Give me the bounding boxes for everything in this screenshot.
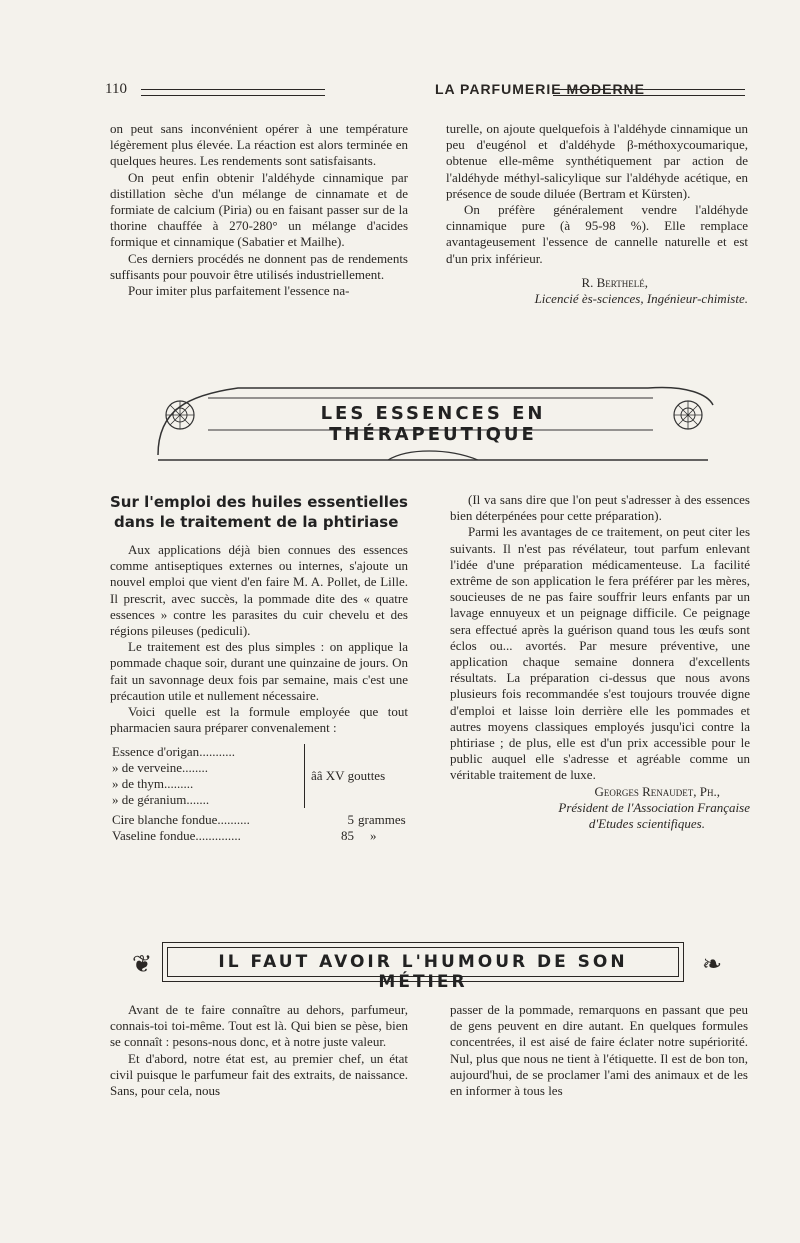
- paragraph: Voici quelle est la formule employée que tout pharmacien saura préparer convenalement :: [110, 704, 408, 736]
- paragraph: on peut sans inconvénient opérer à une température légèrement plus élevée. La réaction est alors terminée en quelques heures. Les rendements sont satisfaisants.: [110, 121, 408, 169]
- ingredient-qty: 5: [347, 812, 354, 828]
- paragraph: Aux applications déjà bien connues des essences comme antiseptiques externes ou internes, s'ajoute un nouvel emploi que vient d'en faire M. A. Pollet, de Lille. Il prescrit, avec succès, la pommade dite des « quatre essences » contre les parasites du cuir chevelu et des régions pileuses (pediculi).: [110, 542, 408, 639]
- signature-title: Licencié ès-sciences, Ingénieur-chimiste.: [534, 291, 748, 307]
- formula-row: [110, 744, 387, 760]
- formula-table: [110, 744, 387, 808]
- formula-table-2: [110, 812, 408, 844]
- fleuron-left-icon: ❦: [132, 952, 153, 978]
- ingredient-name: Vaseline fondue: [112, 828, 196, 844]
- signature-name: Georges Renaudet, Ph.,: [594, 783, 720, 799]
- article3-right-column: [450, 1002, 748, 1099]
- ingredient-qty: 85: [341, 828, 354, 844]
- formula-block: [110, 744, 408, 844]
- journal-title: LA PARFUMERIE MODERNE: [435, 81, 645, 97]
- section-banner-humour: [132, 942, 728, 992]
- paragraph: passer de la pommade, remarquons en passant que peu de gens peuvent en dire autant. En quelques formules concentrées, il est aisé de faire éclater notre supériorité. Nul, plus que nous ne tient à l'étiquette. Il est de bon ton, aujourd'hui, de se proclamer l'ami des animaux et de les en informer à tous les: [450, 1002, 748, 1099]
- signature-title: d'Etudes scientifiques.: [588, 816, 705, 832]
- ingredient-name: Cire blanche fondue: [112, 812, 218, 828]
- leader-dots: .........: [164, 776, 194, 792]
- formula-row: [110, 812, 408, 828]
- fleuron-right-icon: ❧: [702, 952, 723, 978]
- leader-dots: ...........: [199, 744, 235, 760]
- section-banner-therapeutique: [148, 370, 720, 470]
- leader-dots: ........: [182, 760, 209, 776]
- ingredient-name: Essence d'origan: [112, 744, 200, 760]
- leader-dots: ..........: [217, 812, 250, 828]
- article2-right-column: [450, 492, 750, 832]
- paragraph: Pour imiter plus parfaitement l'essence na-: [128, 283, 350, 299]
- article-subtitle-line2: dans le traitement de la phtiriase: [114, 513, 399, 531]
- paragraph: Le traitement est des plus simples : on applique la pommade chaque soir, durant une quinzaine de jours. On fait un savonnage deux fois par semaine, mais c'est une précaution utile et nullement nécessaire.: [110, 639, 408, 703]
- paragraph: On peut enfin obtenir l'aldéhyde cinnamique par distillation sèche d'un mélange de cinnamate et de formiate de calcium (Piria) ou en faisant passer sur de la thorine chauffée à 270-280° un mélange d'acides formique et cinnamique (Sabatier et Mailhe).: [110, 169, 408, 250]
- leader-dots: .......: [186, 792, 210, 808]
- flower-ornament-left: [166, 401, 194, 429]
- ingredient-unit: grammes: [358, 812, 406, 828]
- bracket-label: ââ XV gouttes: [311, 768, 386, 784]
- running-header: [105, 80, 745, 104]
- paragraph: (Il va sans dire que l'on peut s'adresser à des essences bien déterpénées pour cette préparation).: [450, 492, 750, 524]
- ingredient-name: » de thym: [112, 776, 164, 792]
- article1-right-column: [446, 121, 748, 307]
- paragraph: Et d'abord, notre état est, au premier chef, un état civil puisque le parfumeur fait des extraits, de naissance. Sans, pour cela, nous: [110, 1050, 408, 1099]
- ingredient-name: » de verveine: [112, 760, 183, 776]
- paragraph: Ces derniers procédés ne donnent pas de rendements suffisants pour pouvoir être utilisés industriellement.: [110, 250, 408, 282]
- flower-ornament-right: [674, 401, 702, 429]
- section-title: LES ESSENCES EN THÉRAPEUTIQUE: [320, 403, 546, 445]
- signature-title: Président de l'Association Française: [558, 799, 750, 815]
- article3-left-column: [110, 1002, 408, 1099]
- header-rule-right: [553, 89, 745, 96]
- ingredient-name: » de géranium: [112, 792, 187, 808]
- paragraph: turelle, on ajoute quelquefois à l'aldéhyde cinnamique un peu d'eugénol et d'aldéhyde β-méthoxycoumarique, obtenue elle-même synthétiquement par action de l'aldéhyde méthyl-salicylique sur l'aldéhyde acétique, en présence de soude diluée (Bertram et Kürsten).: [446, 121, 748, 201]
- section-title: IL FAUT AVOIR L'HUMOUR DE SON MÉTIER: [218, 952, 628, 992]
- formula-row: [110, 828, 408, 844]
- paragraph: Parmi les avantages de ce traitement, on peut citer les suivants. Il n'est pas révélateur, tout parfum enlevant l'idée d'une préparation médicamenteuse. La facilité extrême de son application le fera préférer par les mères, soucieuses de ne pas faire souffrir leurs enfants par un lavage ennuyeux et un peignage difficile. Ce peignage sera effectué après la guérison quand tous les œufs sont éclos ou... avortés. Par mesure préventive, une application chaque semaine donnera d'excellents résultats. La préparation ci-dessus que nous avons plusieurs fois recommandée s'est toujours trouvée digne d'emploi et laisse loin derrière elle les pommades et autres moyens classiques employés jusqu'ici contre la phtiriase ; de plus, elle est d'un prix accessible pour le public auquel elle s'adresse et agréable comme un véritable traitement de luxe.: [450, 524, 750, 783]
- page-number: 110: [105, 81, 127, 97]
- paragraph: Avant de te faire connaître au dehors, parfumeur, connais-toi toi-même. Tout est là. Qui bien se pèse, bien se connaît : pesons-nous donc, et à notre juste valeur.: [110, 1002, 408, 1050]
- header-rule-left: [141, 89, 325, 96]
- article-subtitle-line1: Sur l'emploi des huiles essentielles: [110, 493, 408, 511]
- ingredient-unit: »: [370, 828, 377, 844]
- paragraph: On préfère généralement vendre l'aldéhyde cinnamique pure (à 95-98 %). Elle remplace avantageusement l'essence de cannelle naturelle et est d'un prix inférieur.: [446, 202, 748, 266]
- signature-name: R. Berthelé,: [581, 274, 648, 290]
- leader-dots: ..............: [195, 828, 241, 844]
- article1-left-column: [110, 121, 408, 299]
- article2-left-column: [110, 492, 408, 844]
